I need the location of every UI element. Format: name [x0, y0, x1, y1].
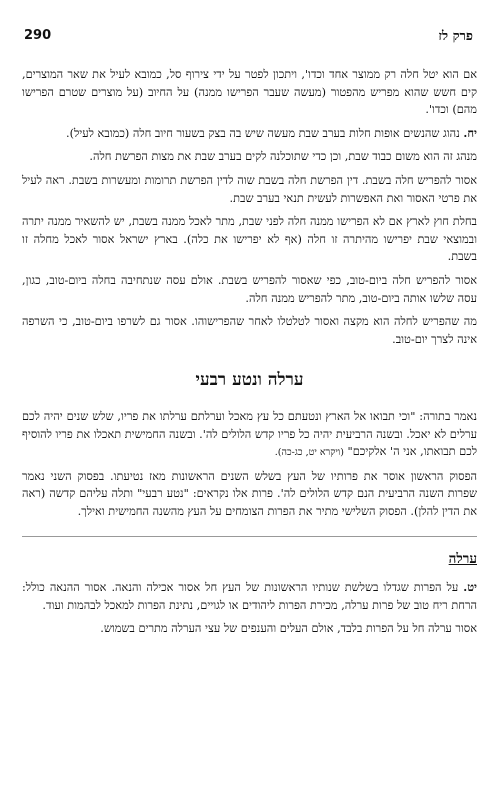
paragraph: [22, 408, 477, 462]
paragraph: [22, 313, 477, 348]
paragraph: [22, 620, 477, 638]
chapter-title: פרק לז: [438, 29, 473, 44]
paragraph-text: מה שהפריש לחלה הוא מקצה ואסור לטלטלו לאחר שהפרישוהו. אסור גם לשרפו ביום-טוב, כי השרפה אינה לצרך יום-טוב.: [22, 315, 477, 346]
paragraph: [22, 213, 477, 266]
subsection-title: ערלה: [448, 551, 477, 568]
page-body: [22, 66, 477, 638]
page-number: 290: [24, 28, 52, 43]
paragraph-text: מנהג זה הוא משום כבוד שבת, וכן כדי שתוכלנה לקים בערב שבת את מצות הפרשת חלה.: [89, 150, 477, 164]
paragraph: [22, 66, 477, 119]
source-citation: (ויקרא יט, כג-כה).: [274, 447, 344, 459]
paragraph-text: אסור להפריש חלה ביום-טוב, כפי שאסור להפריש בשבת. אולם עסה שנתחיבה בחלה ביום-טוב, כגון, עסה שלשו אותה ביום-טוב, מתר להפריש ממנה חלה.: [22, 273, 477, 305]
paragraph-label: יח.: [463, 125, 477, 140]
paragraph-text: אסור להפריש חלה בשבת. דין הפרשת חלה בשבת שוה לדין הפרשת תרומות ומעשרות בשבת. ראה לעיל את פרטי האסור ואת האפשרות לעשית תנאי בערב שבת.: [22, 173, 477, 205]
paragraph: [22, 579, 477, 614]
paragraph-text: אם הוא יטל חלה רק ממוצר אחד וכדו', ויתכון לפטר על ידי צירוף סל, כמובא לעיל את שאר המוצרים, קים חשש שהוא מפריש מהפטור (מעשה שעבר הפרישו ממנה) על החיוב (על מוצרים שטרם הפרישו מהם) וכדו'.: [22, 68, 477, 117]
paragraph-label: יט.: [463, 580, 477, 595]
paragraph-text: אסור ערלה חל על הפרות בלבד, אולם העלים והענפים של עצי הערלה מתרים בשמוש.: [100, 622, 477, 636]
paragraph-text: נהוג שהנשים אופות חלות בערב שבת מעשה שיש בה בצק בשעור חיוב חלה (כמובא לעיל).: [66, 126, 460, 140]
page-header: [22, 26, 477, 48]
paragraph: [22, 148, 477, 166]
divider: [22, 536, 477, 537]
paragraph: [22, 468, 477, 521]
section-title: ערלה ונטע רבעי: [195, 370, 304, 391]
paragraph-text: בחלת חוץ לארץ אם לא הפרישו ממנה חלה לפני שבת, מתר לאכל ממנה בשבת, יש להשאיר ממנה יתרה ובמוצאי שבת יפרישו מהיתרה זו חלה (אף לא יפרישו את כלה). בארץ ישראל אסור לאכל מחלה זו בשבת.: [22, 215, 477, 264]
paragraph-text: הפסוק הראשון אוסר את פרותיו של העץ בשלש השנים הראשונות מאז נטיעתו. בפסוק השני נאמר שפרות השנה הרביעית הנם קדש הלולים לה'. פרות אלו נקראים: "נטע רבעי" ותלה עליהם קדשה (ראה את הדין להלן). הפסוק השלישי מתיר את הפרות הצומחים על העץ מהשנה החמישית ואילך.: [22, 469, 477, 518]
paragraph-text: על הפרות שגדלו בשלשת שנותיו הראשונות של העץ חל אסור אכילה והנאה. אסור ההנאה כולל: הרחת ריח טוב של פרות ערלה, מכירת הפרות ליהודים או לגויים, נתינת הפרות למאכל לבהמות ועוד.: [22, 581, 477, 612]
paragraph-text: נאמר בתורה: "וכי תבואו אל הארץ ונטעתם כל עץ מאכל וערלתם ערלתו את פריו, שלש שנים יהיה לכם ערלים לא יאכל. ובשנה הרביעית יהיה כל פריו קדש הלולים לה'. ובשנה החמישית תאכלו את פריו להוסיף לכם תבואתו, אני ה' אלקיכם": [22, 409, 477, 459]
paragraph: [22, 125, 477, 143]
paragraph: [22, 272, 477, 307]
paragraph: [22, 172, 477, 207]
